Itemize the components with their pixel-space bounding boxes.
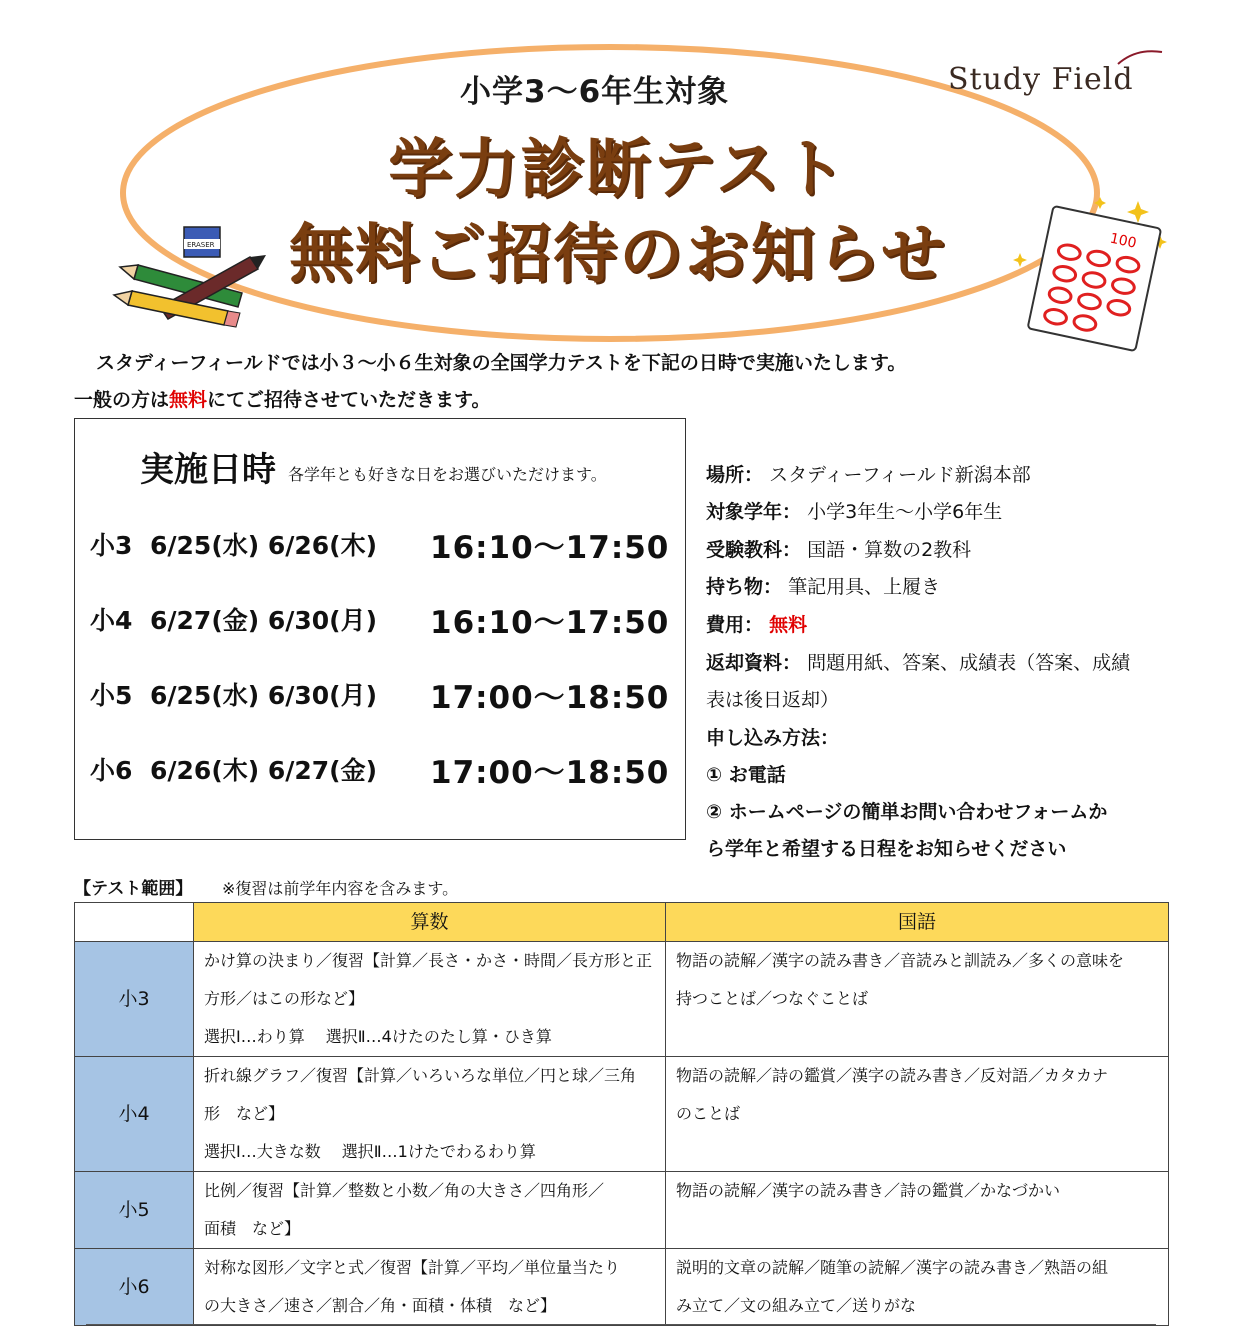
info-return-label: 返却資料： [706,652,802,674]
math-cell: 折れ線グラフ／復習【計算／いろいろな単位／円と球／三角 形 など】 選択Ⅰ…大きな数 選択Ⅱ…1けたでわるわり算 [194,1057,666,1172]
header-japanese: 国語 [666,903,1169,942]
test-range-heading: 【テスト範囲】 [74,879,193,899]
math-cell: かけ算の決まり／復習【計算／長さ・かさ・時間／長方形と正 方形／はこの形など】 選択Ⅰ…わり算 選択Ⅱ…4けたのたし算・ひき算 [194,942,666,1057]
japanese-cell: 物語の読解／漢字の読み書き／音読みと訓読み／多くの意味を 持つことば／つなぐことば [666,942,1169,1057]
grade-cell: 小5 [75,1172,194,1249]
info-target-label: 対象学年： [706,501,802,523]
info-items-label: 持ち物： [706,576,783,598]
info-target-value: 小学3年生～小学6年生 [807,501,1003,523]
brand-logo: Study Field [948,62,1134,97]
score-label: 100 [1108,230,1138,252]
schedule-row-time: 17:00～18:50 [430,755,670,791]
info-return-cont: 表は後日返却） [706,689,840,711]
japanese-cell: 物語の読解／詩の鑑賞／漢字の読み書き／反対語／カタカナ のことば [666,1057,1169,1172]
table-row [75,1249,1169,1326]
info-place-value: スタディーフィールド新潟本部 [769,464,1031,486]
schedule-row-time: 16:10～17:50 [430,605,670,641]
brand-swoosh-icon [1116,48,1166,68]
info-apply-web: ② ホームページの簡単お問い合わせフォームか [706,801,1108,823]
header-math: 算数 [194,903,666,942]
bottom-divider [86,1324,1156,1325]
schedule-heading: 実施日時 [140,450,276,490]
schedule-row-grade: 小3 [90,531,133,560]
math-cell: 対称な図形／文字と式／復習【計算／平均／単位量当たり の大きさ／速さ／割合／角・面積・体積 など】 [194,1249,666,1326]
table-row [75,942,1169,1057]
info-subjects-label: 受験教科： [706,539,802,561]
header-blank-cell [75,903,194,942]
eraser-icon [184,227,220,257]
info-apply-web-cont: ら学年と希望する日程をお知らせください [706,838,1067,860]
info-target [706,497,1002,524]
info-items [706,572,940,599]
intro-line-2-post: にてご招待させていただきます。 [207,389,491,411]
intro-line-2-pre: 一般の方は [74,389,170,411]
intro-line-1: スタディーフィールドでは小３～小６生対象の全国学力テストを下記の日時で実施いたします。 [96,352,907,374]
info-items-value: 筆記用具、上履き [788,576,941,598]
japanese-cell: 説明的文章の読解／随筆の読解／漢字の読み書き／熟語の組 み立て／文の組み立て／送りがな [666,1249,1169,1326]
info-apply-phone: ① お電話 [706,764,786,786]
target-grade-subtitle: 小学3～6年生対象 [460,74,730,110]
table-row [75,1057,1169,1172]
japanese-cell: 物語の読解／漢字の読み書き／詩の鑑賞／かなづかい [666,1172,1169,1249]
title-line-2: 無料ご招待のお知らせ [288,218,948,292]
table-header-row [75,903,1169,942]
schedule-row-grade: 小4 [90,606,133,635]
info-return-value: 問題用紙、答案、成績表（答案、成績 [807,652,1131,674]
info-place [706,460,1031,487]
table-row [75,1172,1169,1249]
grade-cell: 小6 [75,1249,194,1326]
schedule-row-dates: 6/27(金) 6/30(月) [150,606,378,635]
schedule-note: 各学年とも好きな日をお選びいただけます。 [288,465,607,484]
info-subjects [706,535,971,562]
math-cell: 比例／復習【計算／整数と小数／角の大きさ／四角形／ 面積 など】 [194,1172,666,1249]
info-cost-label: 費用： [706,614,764,636]
pencils-eraser-illustration [110,215,270,330]
info-cost-value: 無料 [769,614,808,636]
info-cost [706,610,807,637]
info-return [706,648,1130,675]
info-subjects-value: 国語・算数の2教科 [807,539,972,561]
schedule-row-dates: 6/25(水) 6/30(月) [150,681,378,710]
schedule-row-time: 17:00～18:50 [430,680,670,716]
schedule-row-dates: 6/25(水) 6/26(木) [150,531,378,560]
eraser-label: ERASER [187,241,215,249]
test-range-table [74,902,1169,1326]
title-line-1: 学力診断テスト [388,133,848,207]
schedule-row-grade: 小6 [90,756,133,785]
grade-cell: 小4 [75,1057,194,1172]
intro-free-highlight: 無料 [169,389,208,411]
info-place-label: 場所： [706,464,764,486]
test-range-note: ※復習は前学年内容を含みます。 [222,879,459,898]
schedule-row-dates: 6/26(木) 6/27(金) [150,756,378,785]
info-apply-label: 申し込み方法： [706,727,840,749]
test-paper-illustration [1010,195,1190,355]
schedule-row-grade: 小5 [90,681,133,710]
schedule-row-time: 16:10～17:50 [430,530,670,566]
intro-line-2 [74,385,491,412]
grade-cell: 小3 [75,942,194,1057]
